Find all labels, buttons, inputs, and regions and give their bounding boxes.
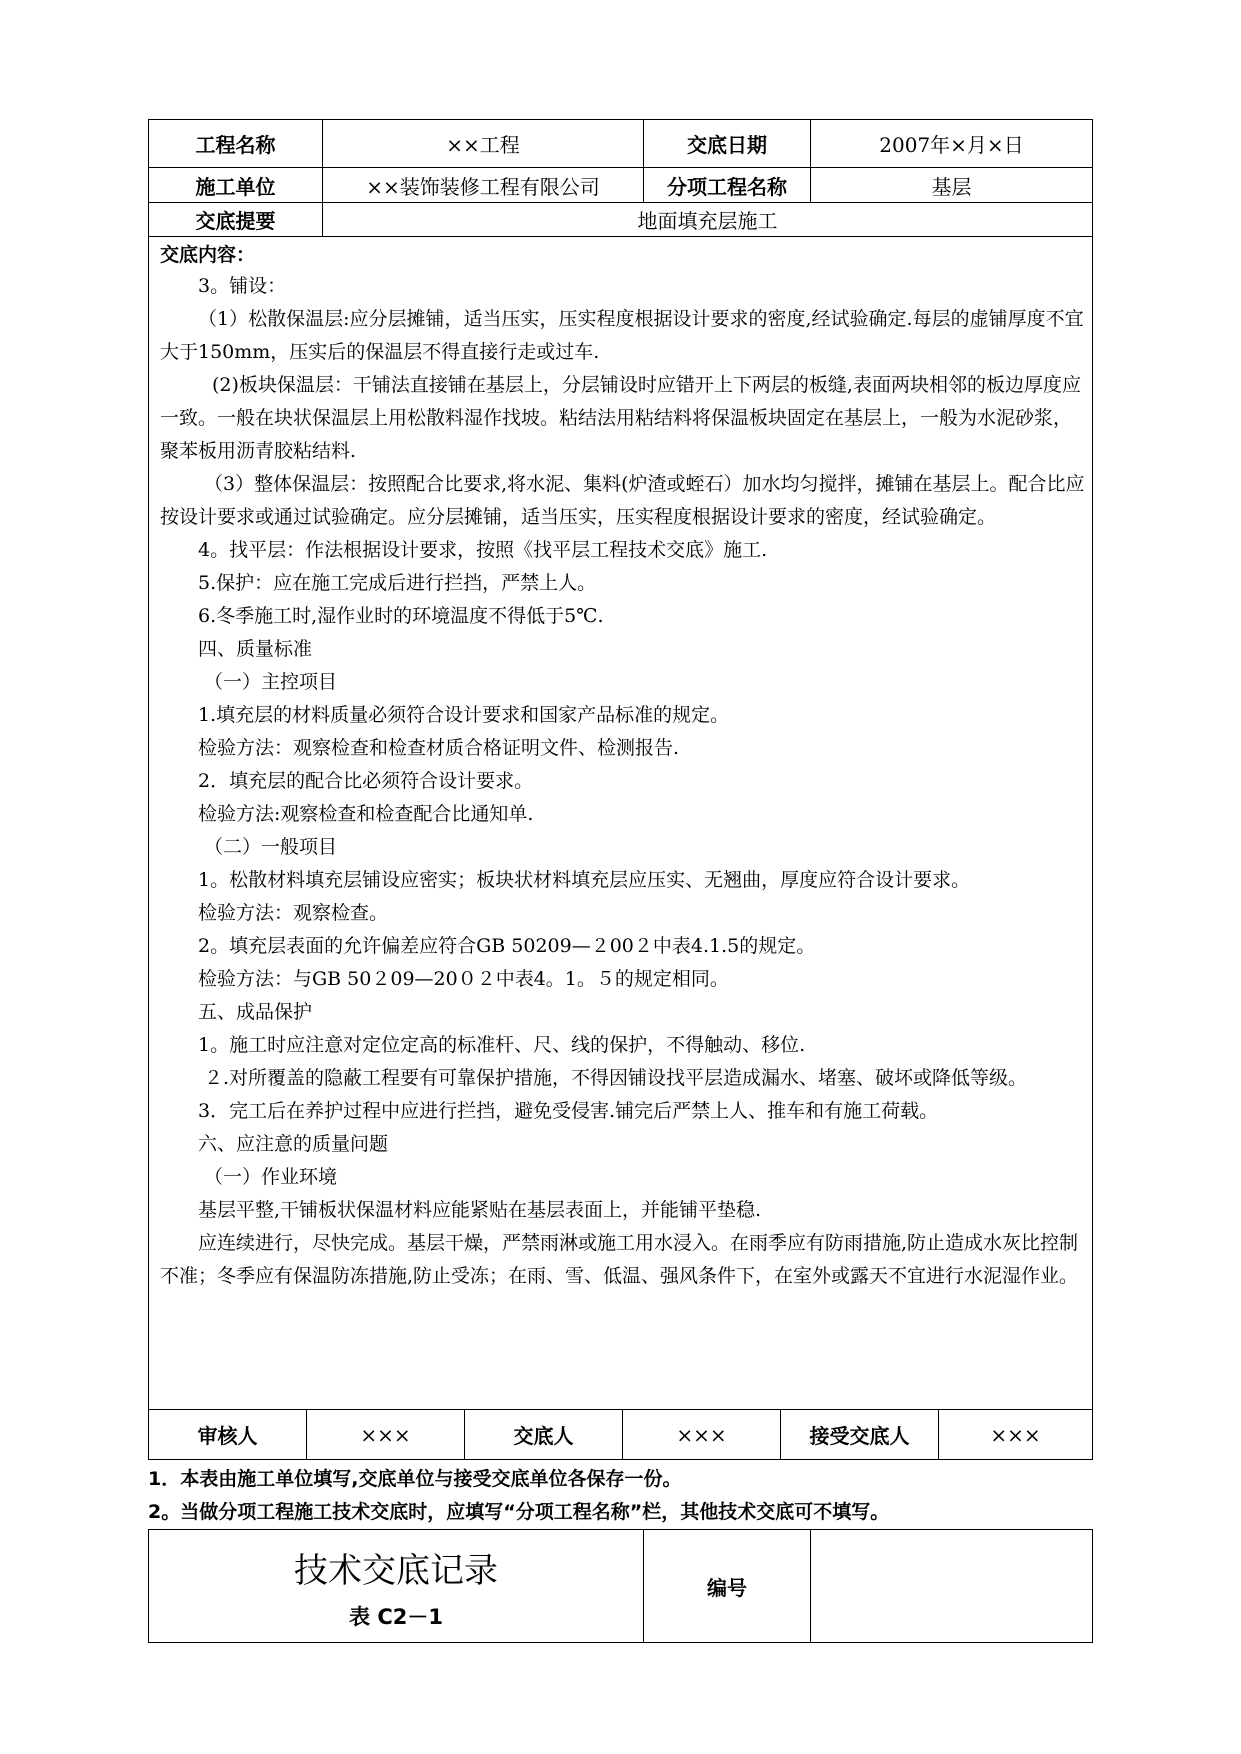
content-paragraph: 1。施工时应注意对定位定高的标准杆、尺、线的保护，不得触动、移位.: [198, 1034, 806, 1056]
content-paragraph: （一）作业环境: [204, 1166, 338, 1188]
receiver-label: 接受交底人: [809, 1424, 910, 1448]
content-paragraph: 1.填充层的材料质量必须符合设计要求和国家产品标准的规定。: [198, 704, 730, 726]
footer-right-border: [1092, 1529, 1093, 1643]
number-value: [811, 1530, 1092, 1642]
content-paragraph: 应连续进行，尽快完成。基层干燥，严禁雨淋或施工用水浸入。在雨季应有防雨措施,防止造成水灰比控制不准；冬季应有保温防冻措施,防止受冻；在雨、雪、低温、强风条件下，在室外或露天不宜进行水泥湿作业。: [160, 1232, 1079, 1287]
content-paragraph: (2)板块保温层：干铺法直接铺在基层上，分层铺设时应错开上下两层的板缝,表面两块相邻的板边厚度应一致。一般在块状保温层上用松散料湿作找坡。粘结法用粘结料将保温板块固定在基层上，一般为水泥砂浆，聚苯板用沥青胶粘结料.: [160, 374, 1081, 462]
content-paragraph: 五、成品保护: [198, 1001, 313, 1023]
content-paragraph: 1。松散材料填充层铺设应密实；板块状材料填充层应压实、无翘曲，厚度应符合设计要求。: [198, 869, 971, 891]
sub-project-label: 分项工程名称: [667, 174, 787, 199]
discloser-value: ×××: [676, 1422, 727, 1447]
content-paragraph: 3。铺设：: [198, 275, 287, 297]
content-paragraph: 2。填充层表面的允许偏差应符合GB 50209—２00２中表4.1.5的规定。: [198, 935, 816, 957]
reviewer-value: ×××: [360, 1422, 411, 1447]
content-paragraph: （二）一般项目: [204, 836, 338, 858]
content-paragraph: 六、应注意的质量问题: [198, 1133, 389, 1155]
content-paragraph: 3．完工后在养护过程中应进行拦挡，避免受侵害.铺完后严禁上人、推车和有施工荷载。: [198, 1100, 939, 1122]
date-value: 2007年×月×日: [879, 133, 1024, 157]
table-left-border: [148, 119, 149, 1460]
project-name-value: ××工程: [446, 133, 520, 157]
form-code: 表 C2－1: [349, 1605, 443, 1629]
receiver-value: ×××: [990, 1422, 1041, 1447]
note-1: 1．本表由施工单位填写,交底单位与接受交底单位各保存一份。: [148, 1468, 682, 1490]
content-paragraph: 检验方法：观察检查。: [198, 902, 389, 924]
content-paragraph: 5.保护：应在施工完成后进行拦挡，严禁上人。: [198, 572, 597, 594]
reviewer-label: 审核人: [197, 1424, 258, 1448]
date-label: 交底日期: [687, 133, 767, 157]
sub-project-value: 基层: [931, 174, 972, 199]
content-paragraph: 四、质量标准: [198, 638, 313, 660]
table-bottom-border: [148, 1459, 1093, 1460]
content-paragraph: 检验方法：观察检查和检查材质合格证明文件、检测报告.: [198, 737, 680, 759]
content-paragraph: （一）主控项目: [204, 671, 338, 693]
content-label: 交底内容：: [160, 244, 256, 266]
table-right-border: [1092, 119, 1093, 1460]
summary-label: 交底提要: [195, 209, 276, 233]
content-body: [160, 270, 1090, 1293]
table-row-divider: [148, 236, 1093, 237]
content-paragraph: 2．填充层的配合比必须符合设计要求。: [198, 770, 534, 792]
footer-bottom-border: [148, 1642, 1093, 1643]
project-name-label: 工程名称: [195, 133, 276, 157]
content-paragraph: 检验方法:观察检查和检查配合比通知单.: [198, 803, 534, 825]
content-paragraph: ２.对所覆盖的隐蔽工程要有可靠保护措施，不得因铺设找平层造成漏水、堵塞、破坏或降低等级。: [204, 1067, 1028, 1089]
contractor-value: ××装饰装修工程有限公司: [366, 174, 600, 199]
number-label: 编号: [707, 1575, 747, 1600]
form-title: 技术交底记录: [294, 1550, 498, 1591]
discloser-label: 交底人: [513, 1424, 574, 1448]
contractor-label: 施工单位: [195, 174, 276, 199]
content-paragraph: （3）整体保温层：按照配合比要求,将水泥、集料(炉渣或蛭石）加水均匀搅拌，摊铺在基层上。配合比应按设计要求或通过试验确定。应分层摊铺，适当压实，压实程度根据设计要求的密度，经试验确定。: [160, 473, 1085, 528]
note-2: 2。当做分项工程施工技术交底时，应填写“分项工程名称”栏，其他技术交底可不填写。: [148, 1501, 890, 1523]
content-paragraph: 4。找平层：作法根据设计要求，按照《找平层工程技术交底》施工.: [198, 539, 768, 561]
content-paragraph: （1）松散保温层:应分层摊铺，适当压实，压实程度根据设计要求的密度,经试验确定.每层的虚铺厚度不宜大于150mm，压实后的保温层不得直接行走或过车.: [160, 308, 1084, 363]
content-paragraph: 基层平整,干铺板状保温材料应能紧贴在基层表面上，并能铺平垫稳.: [198, 1199, 762, 1221]
content-paragraph: 6.冬季施工时,湿作业时的环境温度不得低于5℃.: [198, 605, 604, 627]
summary-value: 地面填充层施工: [637, 209, 778, 233]
content-paragraph: 检验方法：与GB 50２09—20０２中表4。1。５的规定相同。: [198, 968, 729, 990]
